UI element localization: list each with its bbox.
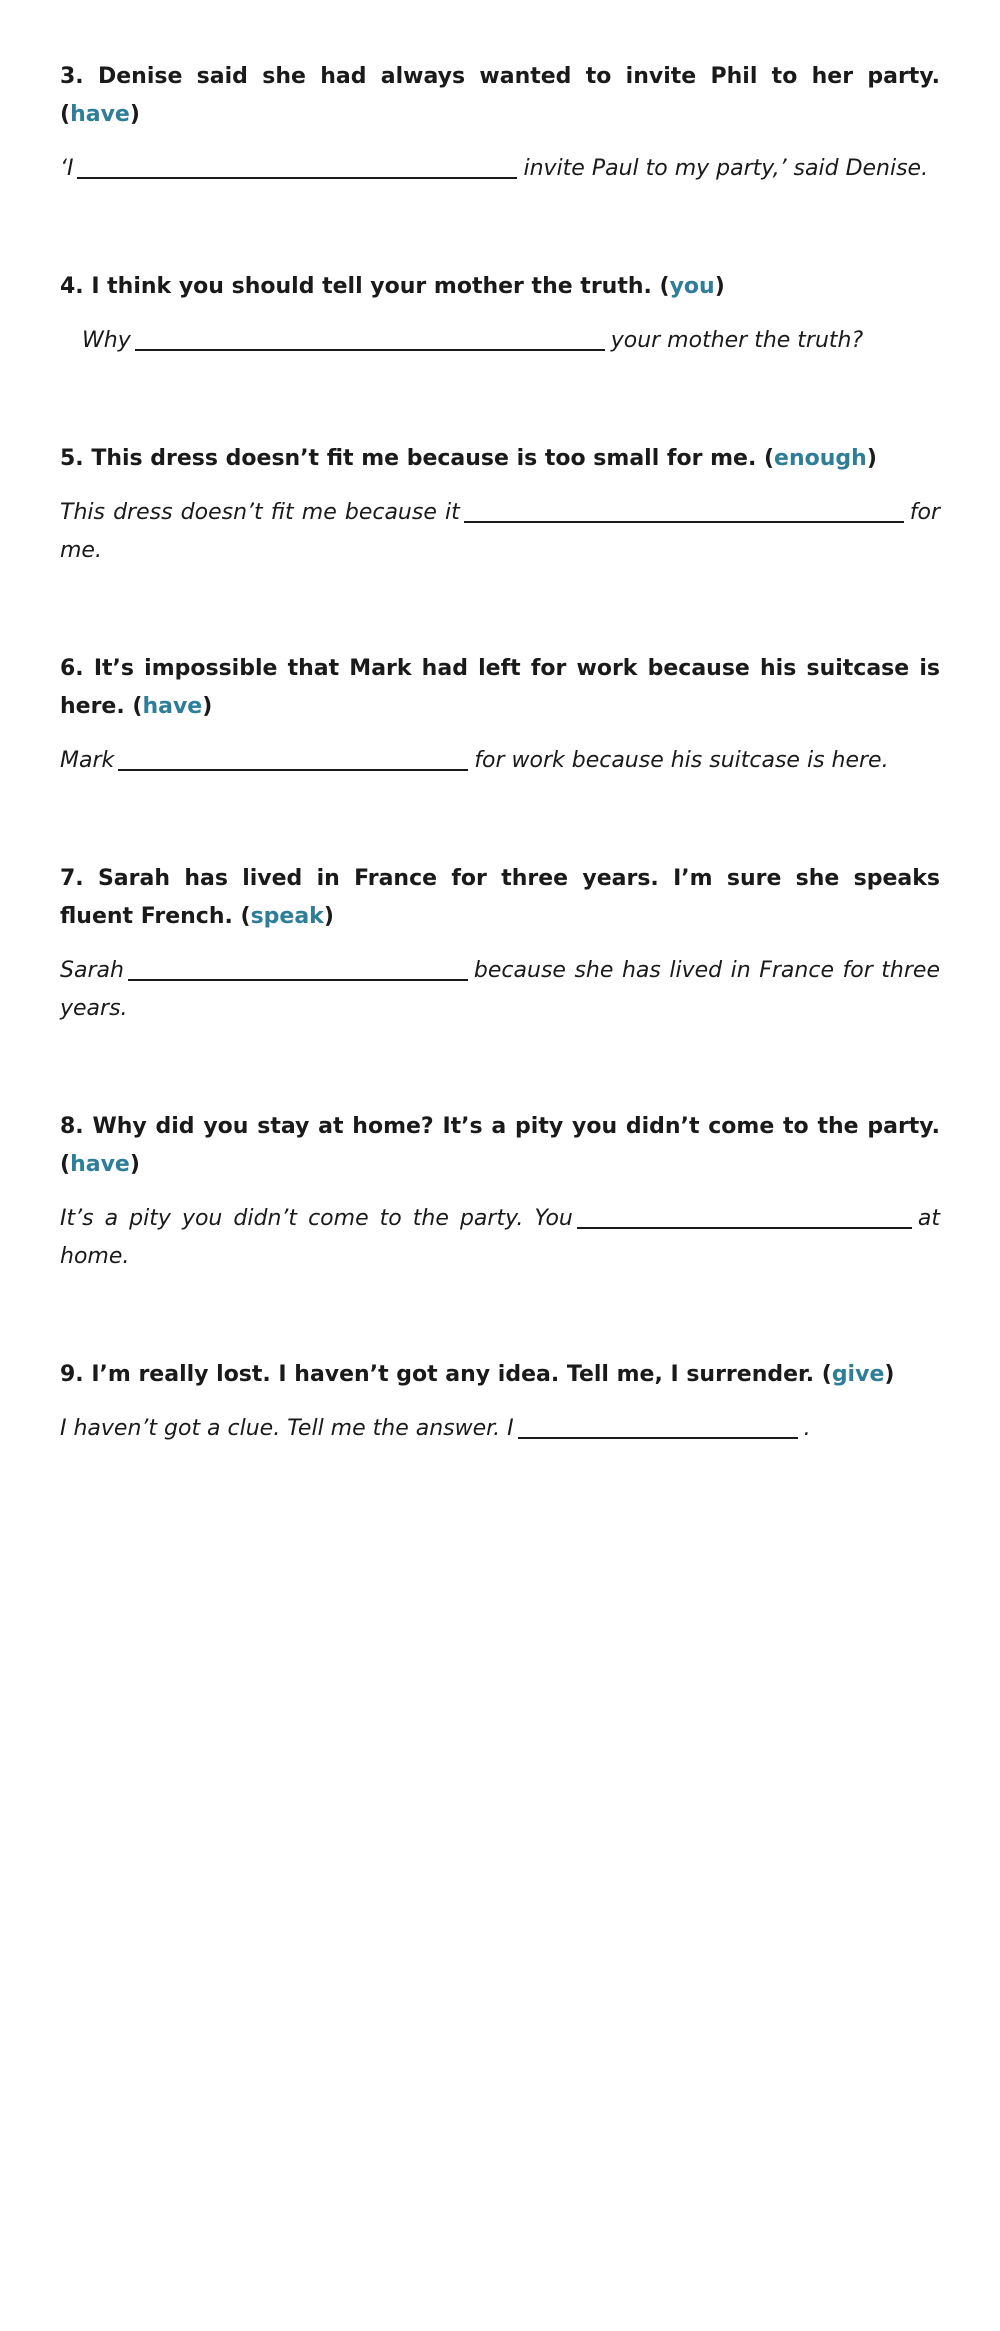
- answer-blank-5[interactable]: [464, 495, 904, 523]
- question-6: [60, 650, 940, 780]
- question-6-answer: Mark for work because his suitcase is here.: [60, 742, 940, 780]
- question-5: [60, 440, 940, 570]
- question-7-answer: Sarah because she has lived in France for three years.: [60, 952, 940, 1028]
- question-8-prompt: 8. Why did you stay at home? It’s a pity you didn’t come to the party. (have): [60, 1114, 940, 1177]
- question-8-answer: It’s a pity you didn’t come to the party. You at home.: [60, 1200, 940, 1276]
- question-5-prompt: 5. This dress doesn’t fit me because is too small for me. (enough): [60, 446, 877, 471]
- keyword-have: have: [70, 102, 130, 127]
- question-3-prompt: 3. Denise said she had always wanted to invite Phil to her party. (have): [60, 64, 940, 127]
- question-4: [60, 268, 940, 360]
- question-7-prompt: 7. Sarah has lived in France for three years. I’m sure she speaks fluent French. (speak): [60, 866, 940, 929]
- keyword-have: have: [142, 694, 203, 719]
- answer-blank-6[interactable]: [118, 743, 468, 771]
- question-8: [60, 1108, 940, 1276]
- question-4-prompt: 4. I think you should tell your mother the truth. (you): [60, 274, 725, 299]
- answer-blank-3[interactable]: [77, 151, 517, 179]
- answer-blank-4[interactable]: [135, 323, 605, 351]
- question-9: [60, 1356, 940, 1448]
- question-6-prompt: 6. It’s impossible that Mark had left for work because his suitcase is here. (have): [60, 656, 940, 719]
- question-9-prompt: 9. I’m really lost. I haven’t got any idea. Tell me, I surrender. (give): [60, 1362, 895, 1387]
- question-7: [60, 860, 940, 1028]
- answer-blank-8[interactable]: [577, 1201, 912, 1229]
- keyword-enough: enough: [774, 446, 867, 471]
- question-4-answer: Why your mother the truth?: [60, 322, 940, 360]
- keyword-have: have: [70, 1152, 130, 1177]
- answer-blank-7[interactable]: [128, 953, 468, 981]
- answer-blank-9[interactable]: [518, 1411, 798, 1439]
- keyword-speak: speak: [250, 904, 324, 929]
- worksheet: [60, 58, 940, 1528]
- question-3: [60, 58, 940, 188]
- question-3-answer: ‘I invite Paul to my party,’ said Denise.: [60, 150, 940, 188]
- keyword-you: you: [669, 274, 715, 299]
- question-9-answer: I haven’t got a clue. Tell me the answer. I .: [60, 1410, 940, 1448]
- question-5-answer: This dress doesn’t fit me because it for me.: [60, 494, 940, 570]
- keyword-give: give: [831, 1362, 885, 1387]
